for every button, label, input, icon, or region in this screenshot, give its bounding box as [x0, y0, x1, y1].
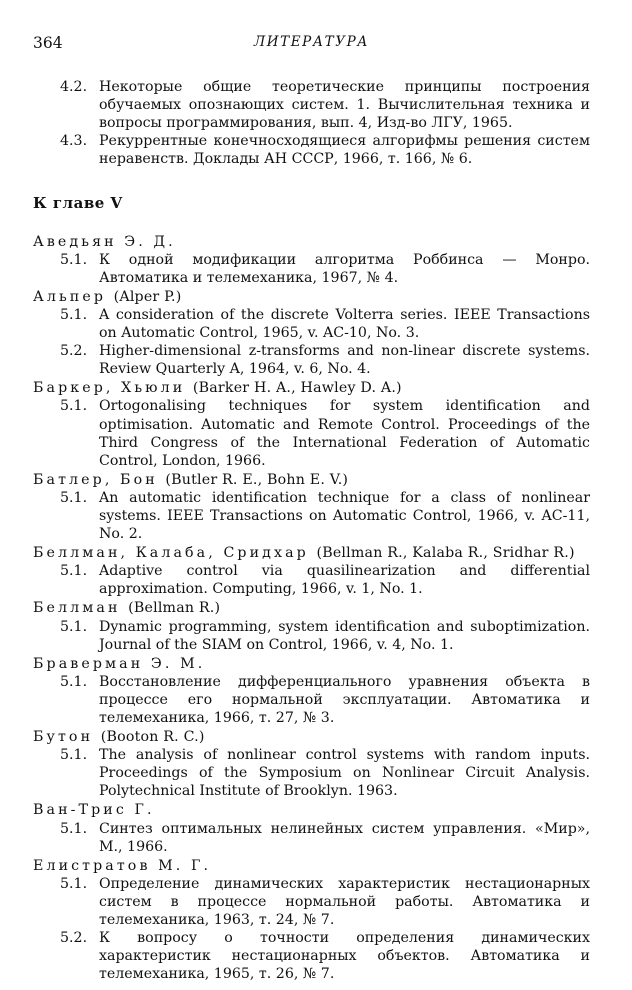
author-van-trees — [33, 801, 590, 855]
author-alper — [33, 288, 590, 378]
section-title: К главе V — [33, 194, 123, 213]
bib-entry: 5.1. Dynamic programming, system identification and suboptimization. Journal of the SIAM on Control, 1966, v. 4, No. 1. — [60, 618, 590, 653]
author-name: Батлер, Бон (Butler R. E., Bohn E. V.) — [33, 471, 349, 488]
entry-text: Некоторые общие теоретические принципы построения обучаемых опознающих систем. 1. Вычислительная техника и вопросы программирования, вып. 4, Изд-во ЛГУ, 1965. — [99, 79, 590, 132]
bib-entry: 5.1. К одной модификации алгоритма Роббинса — Монро. Автоматика и телемеханика, 1967, № 4. — [60, 251, 590, 286]
bib-entry — [33, 78, 590, 132]
bib-entry: 5.2. Higher-dimensional z-transforms and non-linear discrete systems. Review Quarterly A, 1964, v. 6, No. 4. — [60, 343, 590, 378]
author-aved — [33, 233, 590, 287]
page-header — [33, 34, 590, 54]
author-butler — [33, 471, 590, 543]
bib-entry: 5.1. The analysis of nonlinear control systems with random inputs. Proceedings of the Symposium on Nonlinear Circuit Analysis. Polytechnical Institute of Brooklyn. 1963. — [60, 747, 590, 800]
author-name: Елистратов М. Г. — [33, 857, 212, 874]
bibliography — [33, 78, 590, 983]
bib-entry: 5.1. A consideration of the discrete Volterra series. IEEE Transactions on Automatic Control, 1965, v. AC-10, No. 3. — [60, 306, 590, 342]
author-name: Баркер, Хьюли (Barker H. A., Hawley D. A.) — [33, 380, 402, 397]
entry-number: 4.3. — [60, 133, 88, 150]
entry-text: Рекуррентные конечносходящиеся алгорифмы решения систем неравенств. Доклады АН СССР, 1966, т. 166, № 6. — [99, 133, 590, 168]
author-name: Аведьян Э. Д. — [33, 233, 176, 250]
author-name: Ван-Трис Г. — [33, 802, 155, 819]
author-barker — [33, 379, 590, 469]
bib-entry: 5.1. An automatic identification technique for a class of nonlinear systems. IEEE Transactions on Automatic Control, 1966, v. AC-11, No. 2. — [60, 489, 590, 543]
bib-entry: 5.2. К вопросу о точности определения динамических характеристик нестационарных объектов. Автоматика и телемеханика, 1965, т. 26, № 7. — [60, 930, 590, 983]
prev-entries — [33, 78, 590, 168]
author-booton — [33, 728, 590, 800]
bib-entry: 5.1. Ortogonalising techniques for system identification and optimisation. Automatic and Remote Control. Proceedings of the Third Congress of the International Federation of Automatic Control, London, 1966. — [60, 398, 590, 469]
entry-number: 4.2. — [60, 79, 88, 95]
author-name: Беллман (Bellman R.) — [33, 600, 221, 617]
bib-entry: 5.1. Adaptive control via quasilinearization and differential approximation. Computing, 1966, v. 1, No. 1. — [60, 563, 590, 598]
bib-entry: 5.1. Определение динамических характеристик нестационарных систем в процессе нормальной работы. Автоматика и телемеханика, 1963, т. 24, № 7. — [60, 875, 590, 929]
page-number: 364 — [33, 34, 63, 52]
author-name: Браверман Э. М. — [33, 655, 206, 672]
author-name: Беллман, Калаба, Сридхар (Bellman R., Kalaba R., Sridhar R.) — [33, 545, 575, 562]
author-bellman — [33, 599, 590, 653]
running-title: ЛИТЕРАТУРА — [253, 34, 370, 50]
author-bellman-kalaba — [33, 544, 590, 598]
author-braverman — [33, 655, 590, 727]
bib-entry: 5.1. Синтез оптимальных нелинейных систем управления. «Мир», М., 1966. — [60, 820, 590, 855]
author-elistratov — [33, 857, 590, 984]
bib-entry: 5.1. Восстановление дифференциального уравнения объекта в процессе его нормальной эксплуатации. Автоматика и телемеханика, 1966, т. 27, № 3. — [60, 673, 590, 726]
bib-entry — [33, 132, 590, 168]
author-name: Бутон (Booton R. C.) — [33, 729, 205, 746]
author-name: Альпер (Alper P.) — [33, 288, 182, 305]
